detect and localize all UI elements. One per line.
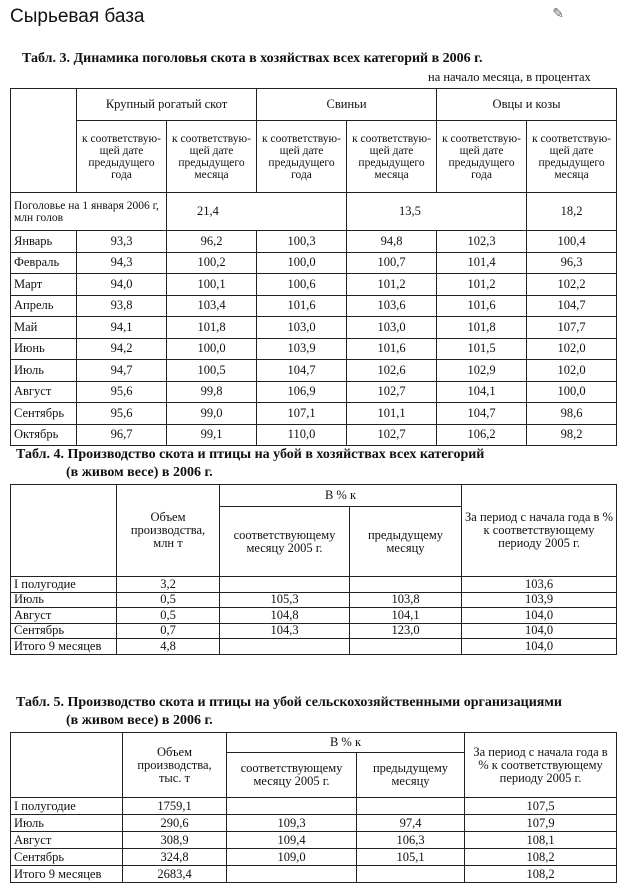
table4-value: 104,8 [220, 608, 350, 624]
table3-value: 101,4 [437, 252, 527, 274]
table-row [11, 623, 617, 639]
table4-value: 103,8 [350, 592, 462, 608]
table5-value: 107,9 [465, 815, 617, 832]
table3-pop-label: Поголовье на 1 января 2006 г, млн голов [11, 193, 167, 231]
table5-value [357, 866, 465, 883]
table3-value: 102,0 [527, 360, 617, 382]
table-row [11, 403, 617, 425]
table4-value: 4,8 [117, 639, 220, 655]
table3-month: Май [11, 317, 77, 339]
table3-value: 100,1 [167, 274, 257, 296]
table5-value: 109,4 [227, 832, 357, 849]
table4-period: Сентябрь [11, 623, 117, 639]
table3-value: 94,2 [77, 338, 167, 360]
table3-value: 104,1 [437, 381, 527, 403]
table-row [11, 832, 617, 849]
table3-value: 102,9 [437, 360, 527, 382]
table-row [11, 274, 617, 296]
table3-value: 101,1 [347, 403, 437, 425]
table-row [11, 639, 617, 655]
table3-month: Июль [11, 360, 77, 382]
table5-col-pct: В % к [227, 733, 465, 753]
table5-title-line1: Табл. 5. Производство скота и птицы на убой сельскохозяйственными организациями [16, 695, 562, 710]
table3-value: 100,4 [527, 231, 617, 253]
table5-value: 324,8 [123, 849, 227, 866]
table4-period: Август [11, 608, 117, 624]
table5-col-volume: Объем производства, тыс. т [123, 733, 227, 798]
table4-value [350, 639, 462, 655]
table3-sub-header: к соответствую-щей дате предыдущего года [437, 121, 527, 193]
table3-value: 101,2 [347, 274, 437, 296]
table4-col-prev: предыдущему месяцу [350, 507, 462, 577]
table4-value: 104,0 [462, 608, 617, 624]
table4-col-volume: Объем производства, млн т [117, 485, 220, 577]
table3-month: Сентябрь [11, 403, 77, 425]
table5-value [227, 866, 357, 883]
table3-unit-note: на начало месяца, в процентах [428, 70, 591, 84]
table-row [11, 592, 617, 608]
table3-value: 96,7 [77, 424, 167, 446]
table4-col-month: соответствующему месяцу 2005 г. [220, 507, 350, 577]
table3-value: 103,4 [167, 295, 257, 317]
table4-value: 105,3 [220, 592, 350, 608]
table-row [11, 815, 617, 832]
table3-value: 94,1 [77, 317, 167, 339]
table3-value: 102,3 [437, 231, 527, 253]
table3-value: 96,3 [527, 252, 617, 274]
table5-value: 108,2 [465, 866, 617, 883]
table5-period: Сентябрь [11, 849, 123, 866]
table-row [11, 295, 617, 317]
table5-col-prev: предыдущему месяцу [357, 753, 465, 798]
table3-pop-sheep: 18,2 [527, 193, 617, 231]
table3-value: 101,5 [437, 338, 527, 360]
table5-value: 106,3 [357, 832, 465, 849]
table3-value: 104,7 [437, 403, 527, 425]
table3-value: 103,0 [257, 317, 347, 339]
table-row [11, 849, 617, 866]
table5-value: 97,4 [357, 815, 465, 832]
table3-group-sheep: Овцы и козы [437, 89, 617, 121]
table5-col-month: соответствующему месяцу 2005 г. [227, 753, 357, 798]
table4-value: 104,1 [350, 608, 462, 624]
table5-period: I полугодие [11, 798, 123, 815]
table-row [11, 798, 617, 815]
table3-value: 94,8 [347, 231, 437, 253]
table3-value: 100,3 [257, 231, 347, 253]
table3-value: 94,3 [77, 252, 167, 274]
table3-value: 102,7 [347, 381, 437, 403]
table3-value: 99,8 [167, 381, 257, 403]
table4-period: Итого 9 месяцев [11, 639, 117, 655]
table3-value: 100,0 [257, 252, 347, 274]
table3-value: 100,6 [257, 274, 347, 296]
table5-value: 109,3 [227, 815, 357, 832]
table3-value: 107,7 [527, 317, 617, 339]
table3-value: 102,6 [347, 360, 437, 382]
table3-value: 94,0 [77, 274, 167, 296]
table4-period: Июль [11, 592, 117, 608]
table3-corner [11, 89, 77, 193]
table5-value: 108,2 [465, 849, 617, 866]
table3-value: 106,2 [437, 424, 527, 446]
table3-value: 95,6 [77, 381, 167, 403]
table5-value [227, 798, 357, 815]
table3-month: Октябрь [11, 424, 77, 446]
table3-group-pigs: Свиньи [257, 89, 437, 121]
table3-value: 95,6 [77, 403, 167, 425]
table4-value: 0,7 [117, 623, 220, 639]
table5-value: 109,0 [227, 849, 357, 866]
table4-value: 123,0 [350, 623, 462, 639]
table3-month: Январь [11, 231, 77, 253]
table-row [11, 360, 617, 382]
table5-period: Итого 9 месяцев [11, 866, 123, 883]
table-row [11, 424, 617, 446]
table5-value [357, 798, 465, 815]
table-row [11, 608, 617, 624]
table3-value: 102,0 [527, 338, 617, 360]
table4-value: 3,2 [117, 577, 220, 593]
table3-value: 101,2 [437, 274, 527, 296]
table3-value: 102,7 [347, 424, 437, 446]
table4-value [220, 639, 350, 655]
table3 [10, 88, 617, 446]
table5-value: 1759,1 [123, 798, 227, 815]
table3-value: 106,9 [257, 381, 347, 403]
table5-value: 107,5 [465, 798, 617, 815]
table3-month: Март [11, 274, 77, 296]
table3-value: 102,2 [527, 274, 617, 296]
table4-value: 103,6 [462, 577, 617, 593]
table4-value [350, 577, 462, 593]
table4-value: 104,0 [462, 623, 617, 639]
table3-value: 104,7 [527, 295, 617, 317]
table3-value: 103,6 [347, 295, 437, 317]
table3-value: 100,0 [167, 338, 257, 360]
table4-col-period: За период с начала года в % к соответствующему периоду 2005 г. [462, 485, 617, 577]
table3-value: 100,7 [347, 252, 437, 274]
table4-value: 0,5 [117, 592, 220, 608]
table-row [11, 577, 617, 593]
table-row [11, 231, 617, 253]
table4-value: 0,5 [117, 608, 220, 624]
table3-sub-header: к соответствую-щей дате предыдущего года [257, 121, 347, 193]
table3-value: 99,0 [167, 403, 257, 425]
table3-pop-cattle: 21,4 [167, 193, 347, 231]
table-row [11, 317, 617, 339]
table3-value: 100,0 [527, 381, 617, 403]
table5-period: Июль [11, 815, 123, 832]
table3-group-cattle: Крупный рогатый скот [77, 89, 257, 121]
table5-corner [11, 733, 123, 798]
table5-value: 290,6 [123, 815, 227, 832]
table5-period: Август [11, 832, 123, 849]
table-row [11, 866, 617, 883]
table3-value: 101,8 [167, 317, 257, 339]
table-row [11, 338, 617, 360]
table3-sub-header: к соответствую-щей дате предыдущего месяца [527, 121, 617, 193]
table3-value: 103,9 [257, 338, 347, 360]
table3-month: Февраль [11, 252, 77, 274]
table5-value: 2683,4 [123, 866, 227, 883]
table3-sub-header: к соответствую-щей дате предыдущего месяца [347, 121, 437, 193]
table4 [10, 484, 617, 655]
table3-value: 101,6 [257, 295, 347, 317]
table3-value: 98,6 [527, 403, 617, 425]
table4-value: 104,3 [220, 623, 350, 639]
table3-value: 107,1 [257, 403, 347, 425]
table3-sub-header: к соответствую-щей дате предыдущего года [77, 121, 167, 193]
table5 [10, 732, 617, 883]
table-row [11, 252, 617, 274]
table4-value: 103,9 [462, 592, 617, 608]
table3-value: 103,0 [347, 317, 437, 339]
table3-value: 96,2 [167, 231, 257, 253]
table4-corner [11, 485, 117, 577]
table3-value: 110,0 [257, 424, 347, 446]
table3-pop-pigs: 13,5 [347, 193, 527, 231]
table4-value: 104,0 [462, 639, 617, 655]
table3-value: 93,3 [77, 231, 167, 253]
table3-value: 101,8 [437, 317, 527, 339]
table3-value: 100,2 [167, 252, 257, 274]
table-row [11, 381, 617, 403]
table3-value: 101,6 [437, 295, 527, 317]
table4-value [220, 577, 350, 593]
table3-value: 100,5 [167, 360, 257, 382]
table3-month: Июнь [11, 338, 77, 360]
table3-value: 104,7 [257, 360, 347, 382]
table3-month: Апрель [11, 295, 77, 317]
table4-title-line1: Табл. 4. Производство скота и птицы на убой в хозяйствах всех категорий [16, 447, 485, 462]
table3-value: 98,2 [527, 424, 617, 446]
table3-value: 93,8 [77, 295, 167, 317]
page-header: Сырьевая база [10, 6, 145, 27]
pen-mark-icon: ✎ [552, 7, 564, 22]
table3-value: 99,1 [167, 424, 257, 446]
table5-value: 308,9 [123, 832, 227, 849]
table4-col-pct: В % к [220, 485, 462, 507]
table3-value: 101,6 [347, 338, 437, 360]
table5-col-period: За период с начала года в % к соответствующему периоду 2005 г. [465, 733, 617, 798]
table5-value: 105,1 [357, 849, 465, 866]
table3-value: 94,7 [77, 360, 167, 382]
table3-month: Август [11, 381, 77, 403]
table3-title: Табл. 3. Динамика поголовья скота в хозяйствах всех категорий в 2006 г. [22, 51, 483, 66]
table5-title-line2: (в живом весе) в 2006 г. [66, 713, 213, 728]
table4-title-line2: (в живом весе) в 2006 г. [66, 465, 213, 480]
table5-value: 108,1 [465, 832, 617, 849]
table4-period: I полугодие [11, 577, 117, 593]
table3-sub-header: к соответствую-щей дате предыдущего месяца [167, 121, 257, 193]
